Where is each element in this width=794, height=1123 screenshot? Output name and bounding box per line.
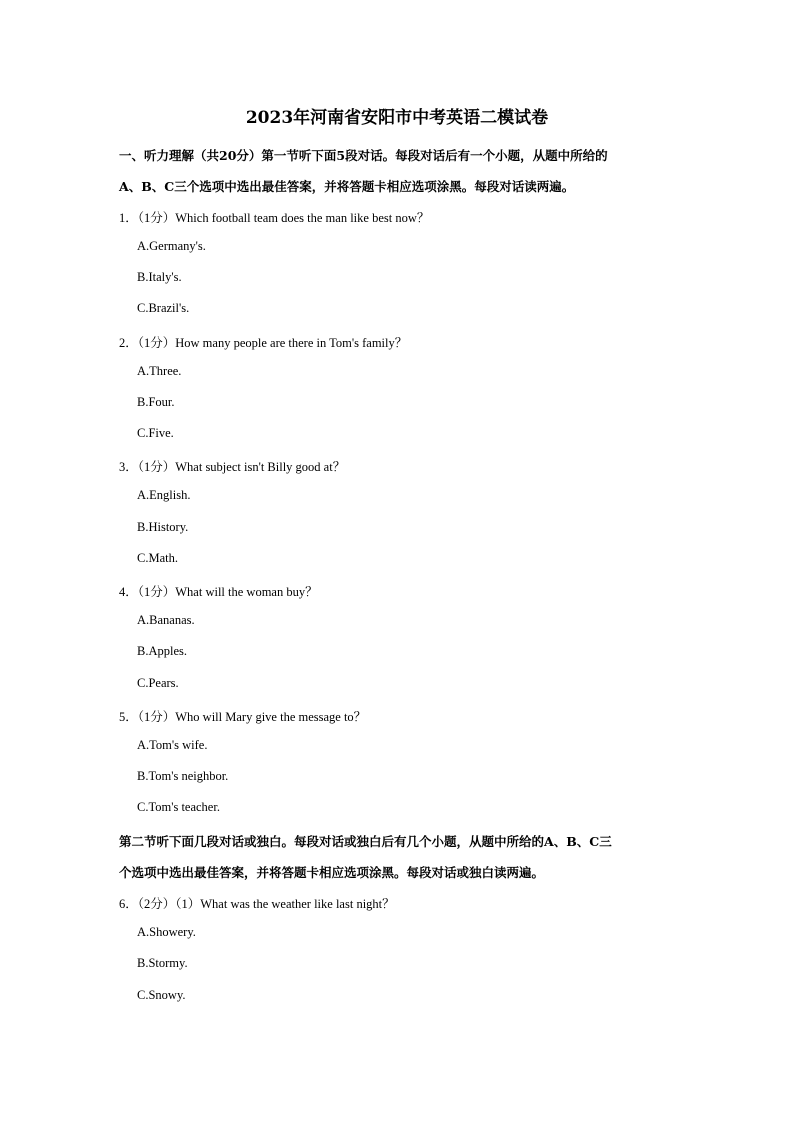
question-1-option-c: C.Brazil's.	[137, 301, 190, 315]
question-2-option-a: A.Three.	[137, 364, 182, 378]
question-4-option-a: A.Bananas.	[137, 613, 195, 627]
question-3-stem: 3．（1分）What subject isn't Billy good at？	[119, 460, 346, 474]
question-5-option-b: B.Tom's neighbor.	[137, 769, 229, 783]
question-3-option-b: B.History.	[137, 520, 189, 534]
section1-instruction-line1: 一、听力理解（共20分）第一节听下面5段对话。每段对话后有一个小题，从题中所给的	[119, 148, 608, 163]
question-5-option-a: A.Tom's wife.	[137, 738, 208, 752]
question-1-stem: 1．（1分）Which football team does the man like best now？	[119, 211, 430, 225]
question-1-option-a: A.Germany's.	[137, 239, 206, 253]
question-6-stem: 6．（2分）（1）What was the weather like last night？	[119, 897, 395, 911]
page-title: 2023年河南省安阳市中考英语二模试卷	[245, 108, 549, 128]
question-2-stem: 2．（1分）How many people are there in Tom's family？	[119, 336, 408, 350]
question-2-option-c: C.Five.	[137, 426, 174, 440]
question-6-option-a: A.Showery.	[137, 925, 196, 939]
question-3-option-c: C.Math.	[137, 551, 178, 565]
question-2-option-b: B.Four.	[137, 395, 175, 409]
section2-instruction-line2: 个选项中选出最佳答案，并将答题卡相应选项涂黑。每段对话或独白读两遍。	[119, 865, 545, 880]
question-4-option-c: C.Pears.	[137, 676, 179, 690]
question-6-option-b: B.Stormy.	[137, 956, 188, 970]
question-1-option-b: B.Italy's.	[137, 270, 182, 284]
question-5-option-c: C.Tom's teacher.	[137, 800, 220, 814]
question-4-stem: 4．（1分）What will the woman buy？	[119, 585, 318, 599]
section1-instruction-line2: A、B、C三个选项中选出最佳答案，并将答题卡相应选项涂黑。每段对话读两遍。	[119, 179, 575, 194]
question-4-option-b: B.Apples.	[137, 644, 187, 658]
question-5-stem: 5．（1分）Who will Mary give the message to？	[119, 710, 367, 724]
question-6-option-c: C.Snowy.	[137, 988, 186, 1002]
section2-instruction-line1: 第二节听下面几段对话或独白。每段对话或独白后有几个小题，从题中所给的A、B、C三	[119, 834, 612, 849]
question-3-option-a: A.English.	[137, 488, 191, 502]
